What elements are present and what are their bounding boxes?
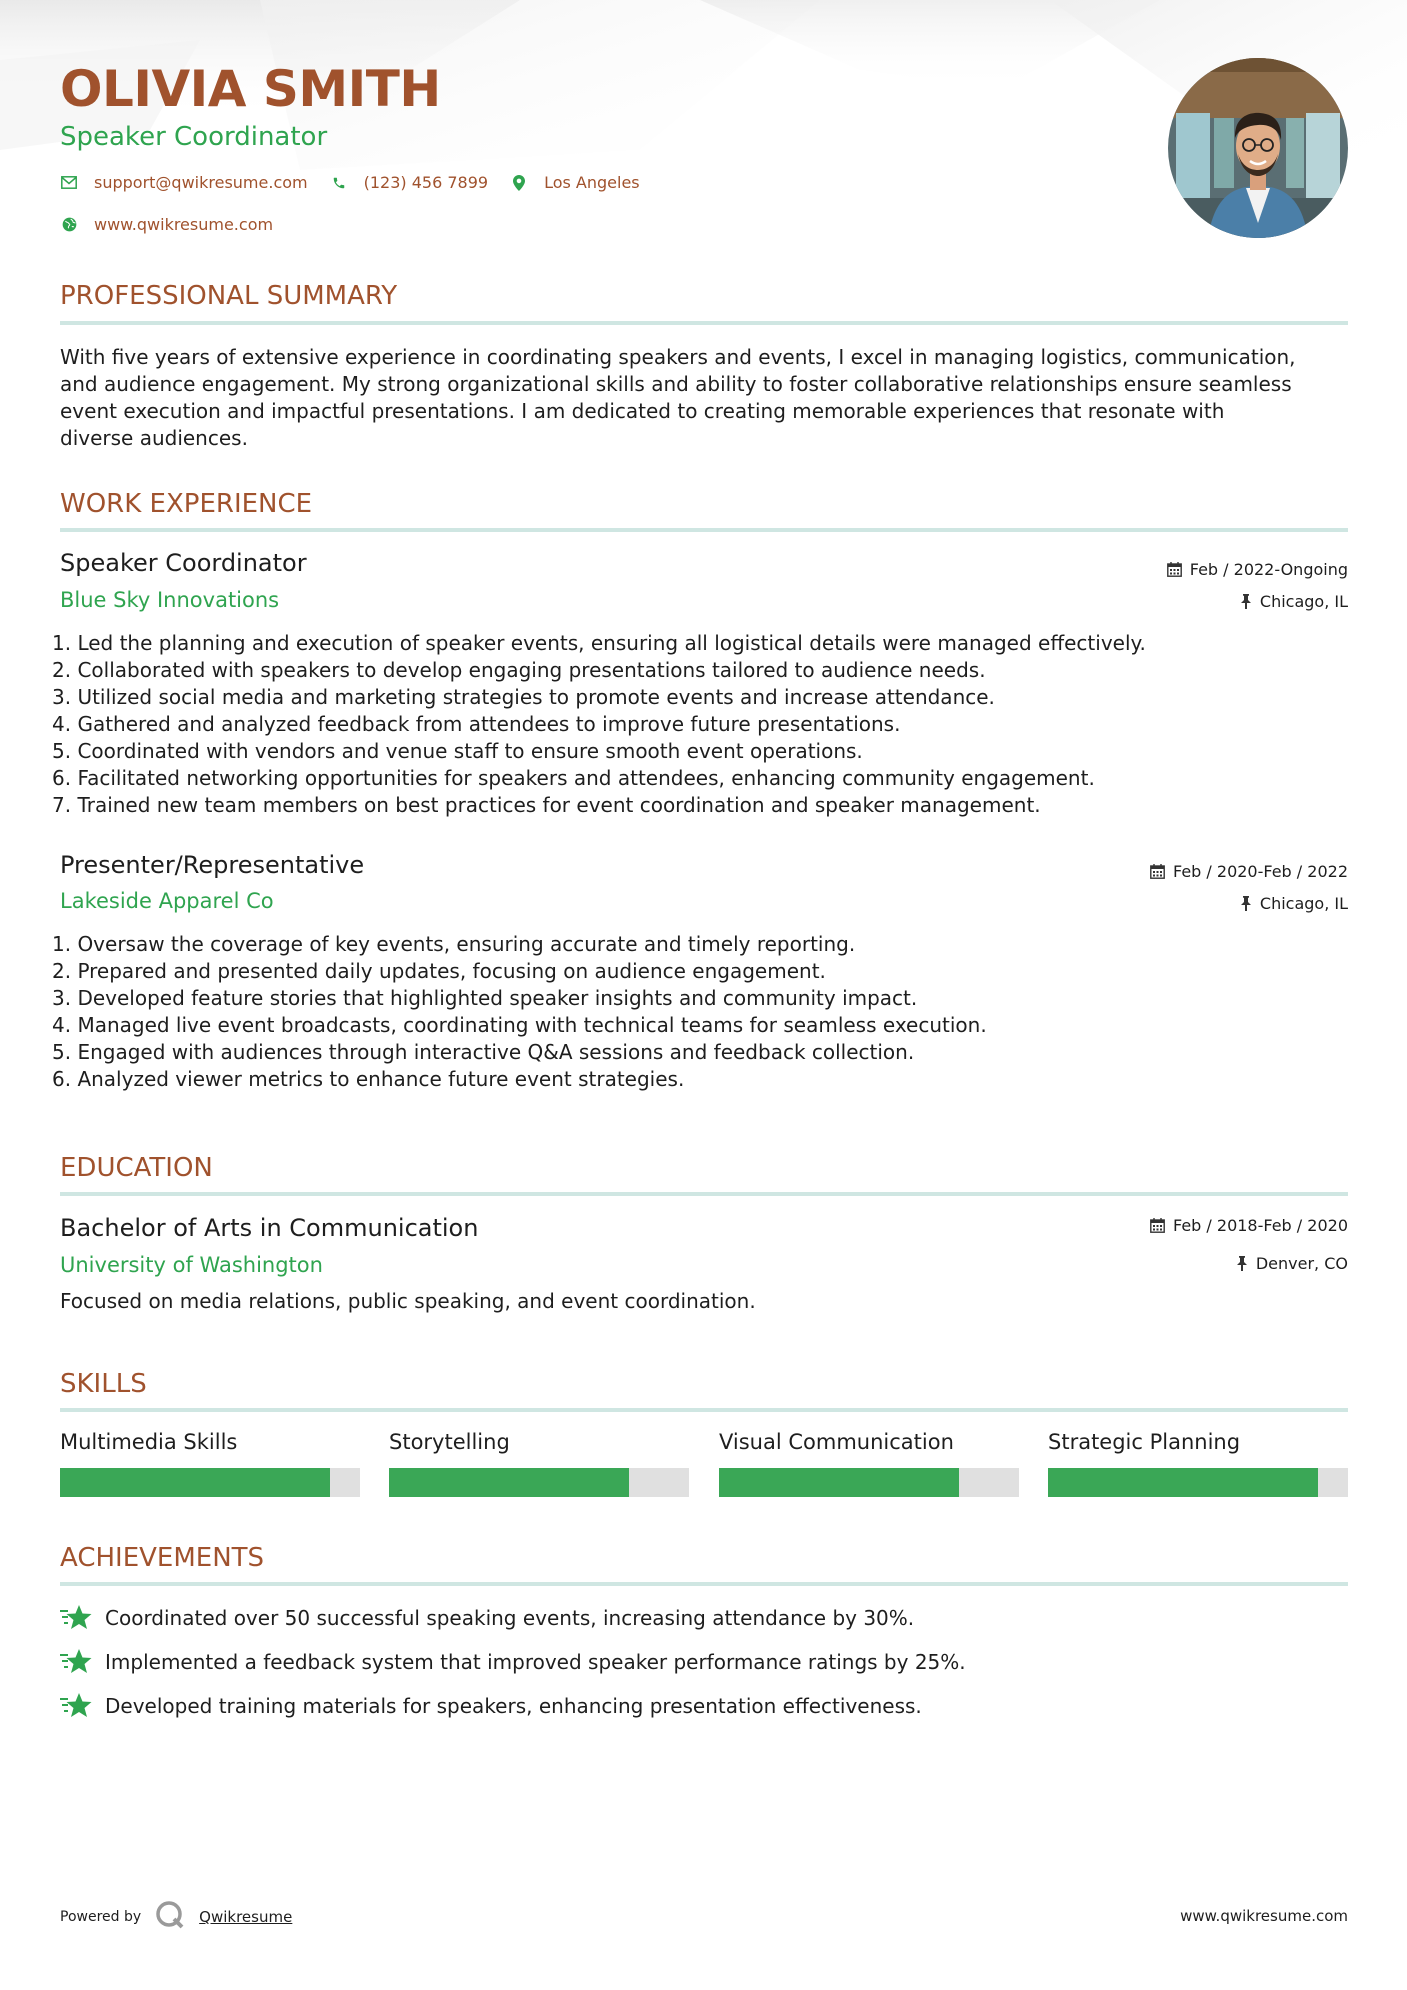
list-item: 4. Managed live event broadcasts, coordinating with technical teams for seamless execution.	[52, 1013, 987, 1037]
skill-label: Visual Communication	[719, 1430, 954, 1454]
list-item: 1. Led the planning and execution of speaker events, ensuring all logistical details were managed effectively.	[52, 631, 1146, 655]
candidate-name: OLIVIA SMITH	[60, 60, 441, 118]
list-item: 2. Collaborated with speakers to develop engaging presentations tailored to audience needs.	[52, 658, 986, 682]
skill-bar	[719, 1468, 1019, 1497]
degree-title: Bachelor of Arts in Communication	[60, 1214, 479, 1242]
skill-bar	[389, 1468, 689, 1497]
section-title-experience: WORK EXPERIENCE	[60, 489, 313, 519]
summary-line: event execution and impactful presentations. I am dedicated to creating memorable experiences that resonate with	[60, 399, 1225, 423]
section-title-education: EDUCATION	[60, 1153, 213, 1183]
candidate-role: Speaker Coordinator	[60, 122, 328, 152]
skill-bar-fill	[719, 1468, 959, 1497]
skill-bar	[1048, 1468, 1348, 1497]
star-icon	[60, 1648, 92, 1676]
list-item: 6. Facilitated networking opportunities for speakers and attendees, enhancing community engagement.	[52, 766, 1095, 790]
job-company: Blue Sky Innovations	[60, 588, 280, 612]
location-text: Chicago, IL	[1259, 592, 1348, 611]
job-title: Presenter/Representative	[60, 851, 365, 879]
education-dates	[1150, 1216, 1348, 1235]
summary-line: diverse audiences.	[60, 426, 248, 450]
section-divider	[60, 1408, 1348, 1412]
contact-email[interactable]	[60, 173, 308, 192]
map-pin-icon	[510, 174, 528, 192]
school-name: University of Washington	[60, 1253, 323, 1277]
footer-website[interactable]: www.qwikresume.com	[1180, 1907, 1348, 1925]
skill-label: Strategic Planning	[1048, 1430, 1241, 1454]
achievement-text: Implemented a feedback system that improved speaker performance ratings by 25%.	[105, 1650, 966, 1674]
achievement-text: Coordinated over 50 successful speaking events, increasing attendance by 30%.	[105, 1606, 915, 1630]
qwikresume-logo-icon	[155, 1900, 185, 1934]
contact-phone[interactable]	[330, 173, 488, 192]
section-divider	[60, 321, 1348, 325]
section-title-achievements: ACHIEVEMENTS	[60, 1543, 265, 1573]
section-title-skills: SKILLS	[60, 1369, 147, 1399]
footer-powered-by	[60, 1900, 292, 1934]
globe-icon	[60, 216, 78, 234]
list-item: 1. Oversaw the coverage of key events, ensuring accurate and timely reporting.	[52, 932, 856, 956]
pushpin-icon	[1240, 896, 1252, 911]
section-divider	[60, 1582, 1348, 1586]
powered-by-label: Powered by	[60, 1909, 142, 1925]
location-text: Chicago, IL	[1259, 894, 1348, 913]
section-divider	[60, 528, 1348, 532]
list-item: 7. Trained new team members on best practices for event coordination and speaker management.	[52, 793, 1041, 817]
calendar-icon	[1167, 562, 1182, 577]
job-dates	[1167, 560, 1348, 579]
resume-header	[60, 58, 1160, 154]
phone-icon	[330, 174, 348, 192]
dates-text: Feb / 2018-Feb / 2020	[1173, 1216, 1348, 1235]
summary-text	[60, 344, 1350, 452]
skill-bar-fill	[1048, 1468, 1318, 1497]
calendar-icon	[1150, 1218, 1165, 1233]
section-divider	[60, 1192, 1348, 1196]
job-bullets	[52, 630, 1352, 819]
pushpin-icon	[1240, 594, 1252, 609]
list-item: 5. Engaged with audiences through interactive Q&A sessions and feedback collection.	[52, 1040, 915, 1064]
phone-text: (123) 456 7899	[363, 173, 489, 192]
section-title-summary: PROFESSIONAL SUMMARY	[60, 281, 398, 311]
contact-row-website	[60, 215, 295, 234]
dates-text: Feb / 2022-Ongoing	[1189, 560, 1348, 579]
location-text: Denver, CO	[1255, 1254, 1348, 1273]
job-bullets	[52, 931, 1352, 1093]
achievement-item	[60, 1692, 922, 1720]
star-icon	[60, 1692, 92, 1720]
job-dates	[1150, 862, 1348, 881]
skill-label: Storytelling	[389, 1430, 510, 1454]
pushpin-icon	[1236, 1256, 1248, 1271]
qwikresume-link[interactable]: Qwikresume	[199, 1908, 293, 1926]
list-item: 5. Coordinated with vendors and venue staff to ensure smooth event operations.	[52, 739, 863, 763]
list-item: 3. Developed feature stories that highlighted speaker insights and community impact.	[52, 986, 918, 1010]
summary-line: and audience engagement. My strong organizational skills and ability to foster collaborative relationships ensure seamless	[60, 372, 1292, 396]
contact-row	[60, 173, 662, 192]
achievement-text: Developed training materials for speakers, enhancing presentation effectiveness.	[105, 1694, 922, 1718]
job-title: Speaker Coordinator	[60, 549, 307, 577]
star-icon	[60, 1604, 92, 1632]
summary-line: With five years of extensive experience in coordinating speakers and events, I excel in managing logistics, communication,	[60, 345, 1296, 369]
email-text: support@qwikresume.com	[94, 173, 308, 192]
skill-bar-fill	[389, 1468, 629, 1497]
job-company: Lakeside Apparel Co	[60, 889, 274, 913]
job-location	[1240, 592, 1348, 611]
list-item: 2. Prepared and presented daily updates, focusing on audience engagement.	[52, 959, 826, 983]
list-item: 4. Gathered and analyzed feedback from attendees to improve future presentations.	[52, 712, 901, 736]
skill-bar-fill	[60, 1468, 330, 1497]
location-text: Los Angeles	[544, 173, 640, 192]
profile-photo	[1168, 58, 1348, 238]
achievement-item	[60, 1604, 914, 1632]
list-item: 6. Analyzed viewer metrics to enhance future event strategies.	[52, 1067, 685, 1091]
skill-label: Multimedia Skills	[60, 1430, 238, 1454]
envelope-icon	[60, 174, 78, 192]
calendar-icon	[1150, 864, 1165, 879]
contact-website[interactable]	[60, 215, 273, 234]
contact-location	[510, 173, 640, 192]
skill-bar	[60, 1468, 360, 1497]
list-item: 3. Utilized social media and marketing strategies to promote events and increase attendance.	[52, 685, 995, 709]
dates-text: Feb / 2020-Feb / 2022	[1173, 862, 1348, 881]
job-location	[1240, 894, 1348, 913]
education-location	[1236, 1254, 1348, 1273]
education-description: Focused on media relations, public speaking, and event coordination.	[60, 1289, 756, 1313]
website-text: www.qwikresume.com	[94, 215, 274, 234]
achievement-item	[60, 1648, 966, 1676]
